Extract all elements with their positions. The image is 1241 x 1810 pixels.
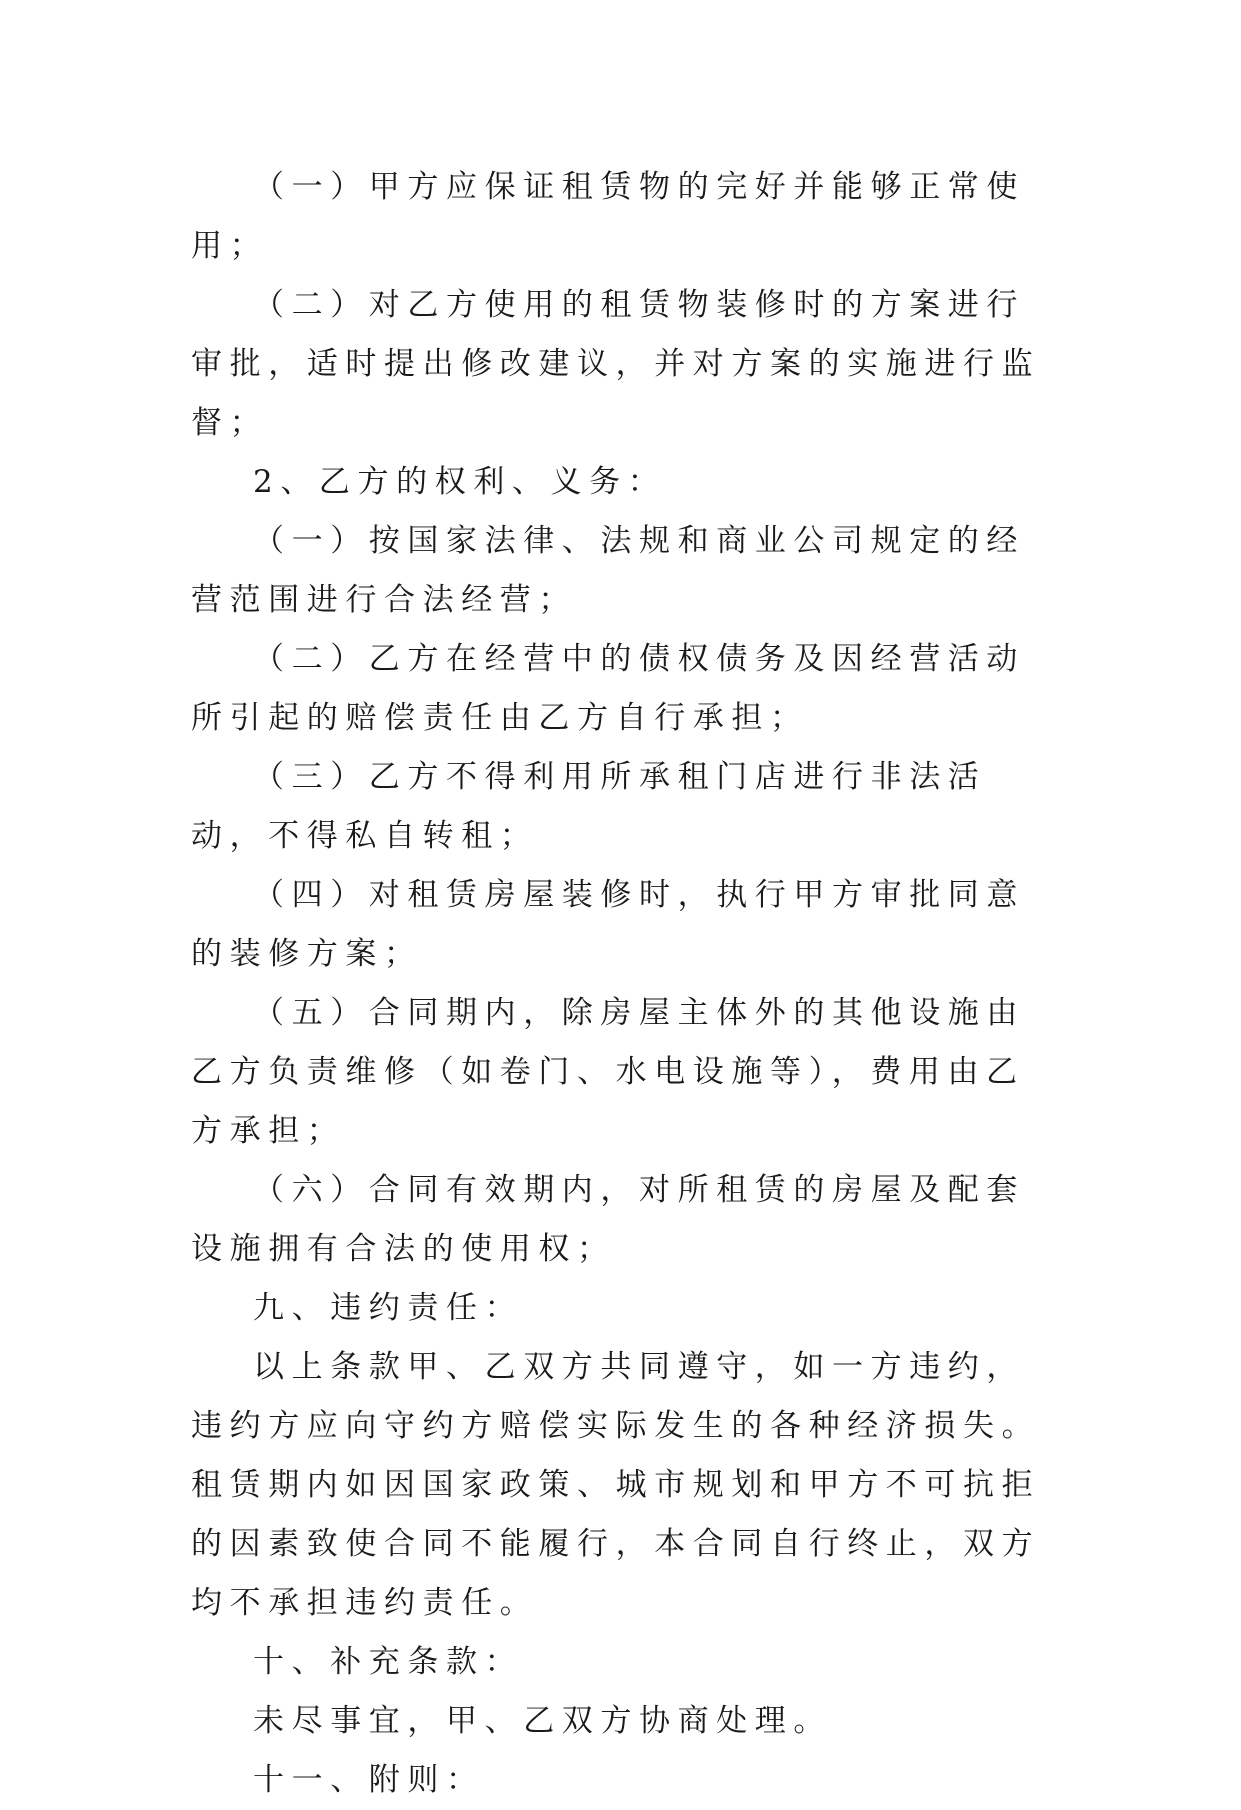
section-heading-appendix: 十一、附则： <box>253 1762 485 1798</box>
section-heading-supplementary-terms: 十、补充条款： <box>253 1644 524 1680</box>
clause-party-b-duty-2: （二）乙方在经营中的债权债务及因经营活动所引起的赔偿责任由乙方自行承担； <box>191 641 1025 736</box>
clause-party-b-duty-5: （五）合同期内，除房屋主体外的其他设施由乙方负责维修（如卷门、水电设施等），费用由乙方承担； <box>191 995 1025 1149</box>
clause-party-b-duty-6: （六）合同有效期内，对所租赁的房屋及配套设施拥有合法的使用权； <box>191 1172 1025 1267</box>
clause-party-b-duty-3: （三）乙方不得利用所承租门店进行非法活动，不得私自转租； <box>191 759 987 854</box>
clause-supplementary-terms: 未尽事宜，甲、乙双方协商处理。 <box>253 1703 832 1739</box>
section-heading-breach-liability: 九、违约责任： <box>253 1290 524 1326</box>
clause-breach-liability: 以上条款甲、乙双方共同遵守，如一方违约，违约方应向守约方赔偿实际发生的各种经济损失。租赁期内如因国家政策、城市规划和甲方不可抗拒的因素致使合同不能履行，本合同自行终止，双方均不承担违约责任。 <box>191 1349 1041 1621</box>
clause-party-b-duty-4: （四）对租赁房屋装修时，执行甲方审批同意的装修方案； <box>191 877 1025 972</box>
clause-party-a-duty-1: （一）甲方应保证租赁物的完好并能够正常使用； <box>191 169 1025 264</box>
contract-body <box>191 158 1051 1810</box>
clause-party-a-duty-2: （二）对乙方使用的租赁物装修时的方案进行审批，适时提出修改建议，并对方案的实施进行监督； <box>191 287 1041 441</box>
clause-party-b-duty-1: （一）按国家法律、法规和商业公司规定的经营范围进行合法经营； <box>191 523 1025 618</box>
section-heading-party-b-rights: 2、乙方的权利、义务： <box>253 464 667 500</box>
